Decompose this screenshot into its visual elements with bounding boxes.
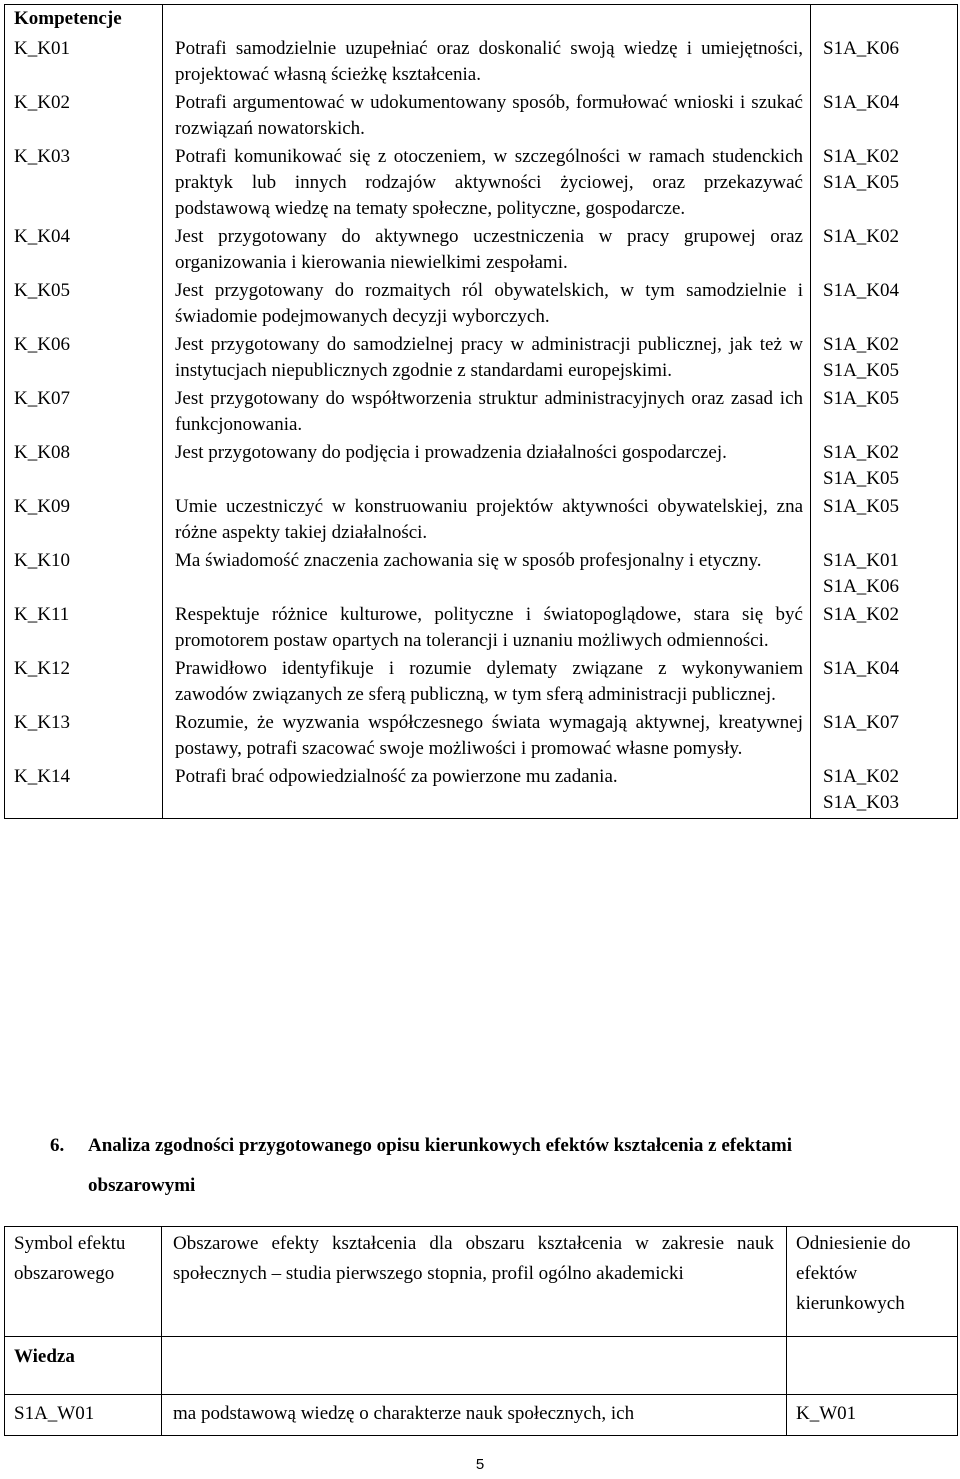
page-number: 5 (475, 1456, 485, 1473)
competence-ref: S1A_K06 (823, 38, 900, 59)
competence-row (5, 142, 958, 222)
competence-ref: S1A_K05 (823, 360, 900, 381)
competence-refs (811, 88, 958, 142)
competence-refs (811, 34, 958, 88)
competence-ref: S1A_K02 (823, 604, 900, 625)
competence-code: K_K09 (5, 492, 163, 546)
competence-row (5, 34, 958, 88)
competence-description: Jest przygotowany do współtworzenia struktur administracyjnych oraz zasad ich funkcjonowania. (163, 384, 811, 438)
competence-description: Jest przygotowany do rozmaitych ról obywatelskich, w tym samodzielnie i świadomie podejmowanych decyzji wyborczych. (163, 276, 811, 330)
competence-refs (811, 762, 958, 819)
competence-ref: S1A_K04 (823, 92, 900, 113)
competence-refs (811, 384, 958, 438)
mapping-row-reference: K_W01 (787, 1395, 958, 1436)
competence-row (5, 88, 958, 142)
mapping-header-symbol: Symbol efektu obszarowego (5, 1227, 162, 1337)
section-heading (50, 1126, 950, 1206)
competence-description: Respektuje różnice kulturowe, polityczne i światopoglądowe, stara się być promotorem postaw opartych na tolerancji i uznaniu możliwych odmienności. (163, 600, 811, 654)
competence-row (5, 600, 958, 654)
competence-ref: S1A_K02 (823, 442, 900, 463)
competence-code: K_K14 (5, 762, 163, 819)
mapping-group-label: Wiedza (5, 1337, 162, 1395)
competence-code: K_K11 (5, 600, 163, 654)
section-number: 6. (50, 1135, 65, 1156)
section-title-line2: obszarowymi (88, 1175, 196, 1196)
mapping-table (4, 1226, 958, 1436)
competence-description: Potrafi argumentować w udokumentowany sposób, formułować wnioski i szukać rozwiązań nowatorskich. (163, 88, 811, 142)
competence-row (5, 546, 958, 600)
mapping-row-description: ma podstawową wiedzę o charakterze nauk społecznych, ich (162, 1395, 787, 1436)
competence-description: Ma świadomość znaczenia zachowania się w sposób profesjonalny i etyczny. (163, 546, 811, 600)
competence-row (5, 708, 958, 762)
competence-description: Jest przygotowany do aktywnego uczestniczenia w pracy grupowej oraz organizowania i kierowania niewielkimi zespołami. (163, 222, 811, 276)
competence-description: Jest przygotowany do samodzielnej pracy w administracji publicznej, jak też w instytucjach niepublicznych zgodnie z standardami europejskimi. (163, 330, 811, 384)
mapping-header-description: Obszarowe efekty kształcenia dla obszaru kształcenia w zakresie nauk społecznych – studia pierwszego stopnia, profil ogólno akademicki (162, 1227, 787, 1337)
competence-refs (811, 142, 958, 222)
competence-code: K_K12 (5, 654, 163, 708)
competence-code: K_K13 (5, 708, 163, 762)
competence-ref: S1A_K03 (823, 792, 900, 813)
mapping-header-row (5, 1227, 958, 1337)
competence-refs (811, 330, 958, 384)
competence-code: K_K05 (5, 276, 163, 330)
competence-refs (811, 654, 958, 708)
competences-header-row (5, 5, 958, 35)
competence-ref: S1A_K05 (823, 172, 900, 193)
section-title-line1: Analiza zgodności przygotowanego opisu kierunkowych efektów kształcenia z efektami (88, 1135, 793, 1156)
competence-row (5, 222, 958, 276)
competence-ref: S1A_K02 (823, 766, 900, 787)
competence-ref: S1A_K05 (823, 388, 900, 409)
competence-code: K_K04 (5, 222, 163, 276)
competence-row (5, 654, 958, 708)
competence-code: K_K10 (5, 546, 163, 600)
competence-refs (811, 276, 958, 330)
competence-ref: S1A_K04 (823, 658, 900, 679)
competence-description: Potrafi komunikować się z otoczeniem, w szczególności w ramach studenckich praktyk lub innych rodzajów aktywności życiowej, oraz przekazywać podstawową wiedzę na tematy społeczne, polityczne, gospodarcze. (163, 142, 811, 222)
mapping-header-reference: Odniesienie do efektów kierunkowych (787, 1227, 958, 1337)
competence-code: K_K02 (5, 88, 163, 142)
competence-code: K_K06 (5, 330, 163, 384)
competence-ref: S1A_K04 (823, 280, 900, 301)
competence-row (5, 384, 958, 438)
competence-row (5, 276, 958, 330)
competences-header: Kompetencje (5, 5, 163, 35)
competence-description: Prawidłowo identyfikuje i rozumie dylematy związane z wykonywaniem zawodów związanych ze sferą publiczną, w tym sferą administracji publicznej. (163, 654, 811, 708)
competence-row (5, 438, 958, 492)
competence-description: Rozumie, że wyzwania współczesnego świata wymagają aktywnej, kreatywnej postawy, potrafi szacować swoje możliwości i promować własne pomysły. (163, 708, 811, 762)
competence-ref: S1A_K05 (823, 496, 900, 517)
competence-refs (811, 600, 958, 654)
competence-description: Potrafi brać odpowiedzialność za powierzone mu zadania. (163, 762, 811, 819)
competence-ref: S1A_K06 (823, 576, 900, 597)
competence-refs (811, 492, 958, 546)
competence-code: K_K08 (5, 438, 163, 492)
competence-code: K_K03 (5, 142, 163, 222)
competence-refs (811, 222, 958, 276)
mapping-row (5, 1395, 958, 1436)
competence-row (5, 762, 958, 819)
competence-row (5, 330, 958, 384)
competence-row (5, 492, 958, 546)
competence-code: K_K07 (5, 384, 163, 438)
competence-ref: S1A_K01 (823, 550, 900, 571)
competence-ref: S1A_K02 (823, 226, 900, 247)
competence-refs (811, 546, 958, 600)
competence-description: Jest przygotowany do podjęcia i prowadzenia działalności gospodarczej. (163, 438, 811, 492)
competence-refs (811, 708, 958, 762)
competence-ref: S1A_K05 (823, 468, 900, 489)
competence-refs (811, 438, 958, 492)
competence-description: Potrafi samodzielnie uzupełniać oraz doskonalić swoją wiedzę i umiejętności, projektować własną ścieżkę kształcenia. (163, 34, 811, 88)
competence-code: K_K01 (5, 34, 163, 88)
competence-ref: S1A_K02 (823, 146, 900, 167)
mapping-group-row (5, 1337, 958, 1395)
competence-description: Umie uczestniczyć w konstruowaniu projektów aktywności obywatelskiej, zna różne aspekty takiej działalności. (163, 492, 811, 546)
mapping-row-symbol: S1A_W01 (5, 1395, 162, 1436)
competence-ref: S1A_K02 (823, 334, 900, 355)
competences-table (4, 4, 958, 819)
competence-ref: S1A_K07 (823, 712, 900, 733)
